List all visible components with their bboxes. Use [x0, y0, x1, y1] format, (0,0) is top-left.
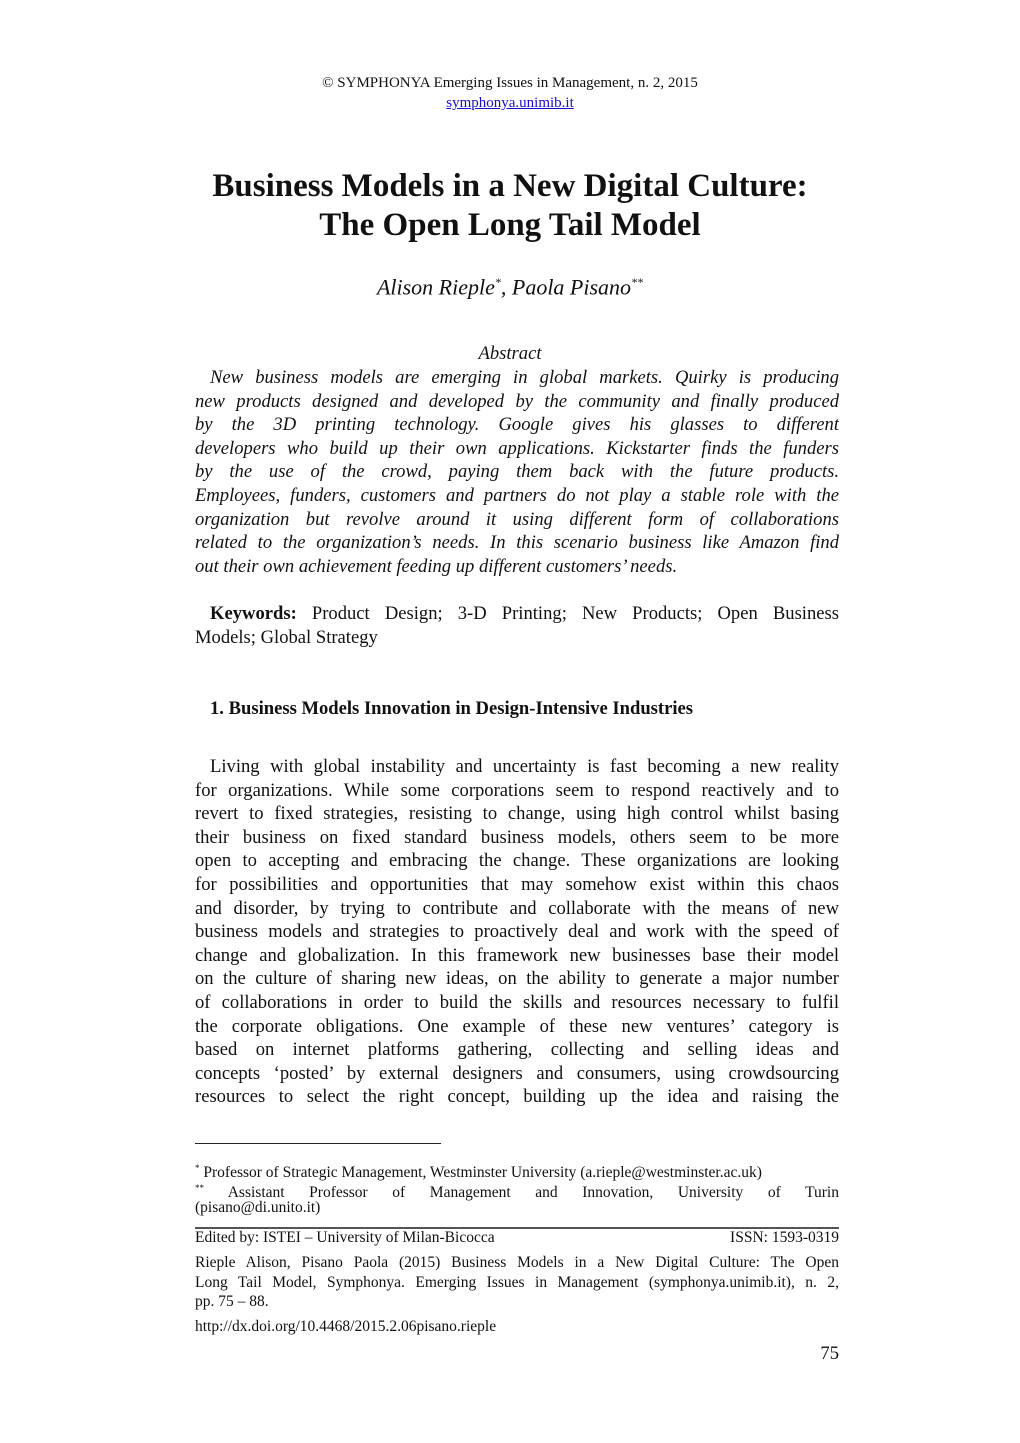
edited-by: Edited by: ISTEI – University of Milan-Bicocca [195, 1229, 495, 1246]
text-line: related to the organization’s needs. In this scenario business like Amazon find [195, 532, 839, 554]
issn: ISSN: 1593-0319 [730, 1229, 839, 1246]
text-line: their business on fixed standard business models, others seem to be more [195, 826, 839, 848]
footnote-mark: ** [631, 275, 644, 289]
text-line: the corporate obligations. One example of these new ventures’ category is [195, 1015, 839, 1037]
journal-link[interactable]: symphonya.unimib.it [446, 95, 574, 111]
text-line: based on internet platforms gathering, collecting and selling ideas and [195, 1039, 839, 1061]
citation-line: Rieple Alison, Pisano Paola (2015) Business Models in a New Digital Culture: The Open [195, 1254, 839, 1271]
text-line: new products designed and developed by the community and finally produced [195, 390, 839, 412]
text-line: open to accepting and embracing the change. These organizations are looking [195, 850, 839, 872]
authors [0, 268, 1020, 301]
abstract-body [195, 366, 839, 578]
text-line: for possibilities and opportunities that may somehow exist within this chaos [195, 873, 839, 895]
doi-link[interactable]: http://dx.doi.org/10.4468/2015.2.06pisano.rieple [195, 1318, 497, 1335]
text-line: out their own achievement feeding up different customers’ needs. [195, 555, 678, 577]
text-line: Employees, funders, customers and partners do not play a stable role with the [195, 484, 839, 506]
section-body [195, 755, 839, 1109]
text-line: of collaborations in order to build the skills and resources necessary to fulfil [195, 991, 839, 1013]
text-line: change and globalization. In this framework new businesses base their model [195, 944, 839, 966]
footnote-text: Professor of Strategic Management, Westminster University (a.rieple@westminster.ac.uk) [203, 1164, 762, 1181]
keywords-line [195, 602, 839, 626]
footnote-2-cont: (pisano@di.unito.it) [195, 1199, 321, 1216]
author-separator: , [500, 274, 512, 300]
journal-link-wrap [0, 93, 1020, 113]
abstract-heading: Abstract [478, 343, 542, 364]
paper-title-line-1: Business Models in a New Digital Culture: [212, 168, 808, 204]
text-line: New business models are emerging in global markets. Quirky is producing [210, 367, 839, 388]
footnote-mark: * [494, 275, 501, 289]
author-name: Paola Pisano [511, 274, 632, 300]
footnote-1 [195, 1158, 839, 1181]
section-heading: 1. Business Models Innovation in Design-Intensive Industries [210, 698, 694, 719]
text-line: business models and strategies to proactively deal and work with the speed of [195, 921, 839, 943]
text-line: revert to fixed strategies, resisting to change, using high control whilst basing [195, 803, 839, 825]
footnote-text: Assistant Professor of Management and Innovation, University of Turin [227, 1184, 839, 1201]
footnote-mark: ** [195, 1183, 204, 1193]
text-line: resources to select the right concept, building up the idea and raising the [195, 1086, 839, 1108]
text-line: on the culture of sharing new ideas, on the ability to generate a major number [195, 968, 839, 990]
text-line: by the use of the crowd, paying them back with the future products. [195, 461, 839, 483]
text-line: organization but revolve around it using different form of collaborations [195, 508, 839, 530]
text-line: for organizations. While some corporations seem to respond reactively and to [195, 779, 839, 801]
journal-header: © SYMPHONYA Emerging Issues in Management, n. 2, 2015 [322, 75, 698, 91]
citation-line: Long Tail Model, Symphonya. Emerging Issues in Management (symphonya.unimib.it), n. 2, [195, 1274, 839, 1291]
footnote-mark: * [195, 1163, 200, 1173]
author-name: Alison Rieple [376, 274, 495, 300]
text-line: developers who build up their own applications. Kickstarter finds the funders [195, 437, 839, 459]
keywords-line-2: Models; Global Strategy [195, 627, 378, 648]
paper-title-line-2: The Open Long Tail Model [319, 207, 701, 243]
keywords-label: Keywords: [210, 603, 297, 624]
citation-line: pp. 75 – 88. [195, 1293, 269, 1310]
footnote-divider [195, 1143, 441, 1144]
text-line: by the 3D printing technology. Google gives his glasses to different [195, 414, 839, 436]
text-line: Living with global instability and uncertainty is fast becoming a new reality [210, 756, 839, 777]
text-line: concepts ‘posted’ by external designers and consumers, using crowdsourcing [195, 1062, 839, 1084]
text-line: and disorder, by trying to contribute and collaborate with the means of new [195, 897, 839, 919]
keywords-text: Product Design; 3-D Printing; New Products; Open Business [311, 603, 839, 624]
page-number: 75 [820, 1343, 839, 1364]
footnote-2 [195, 1178, 839, 1201]
